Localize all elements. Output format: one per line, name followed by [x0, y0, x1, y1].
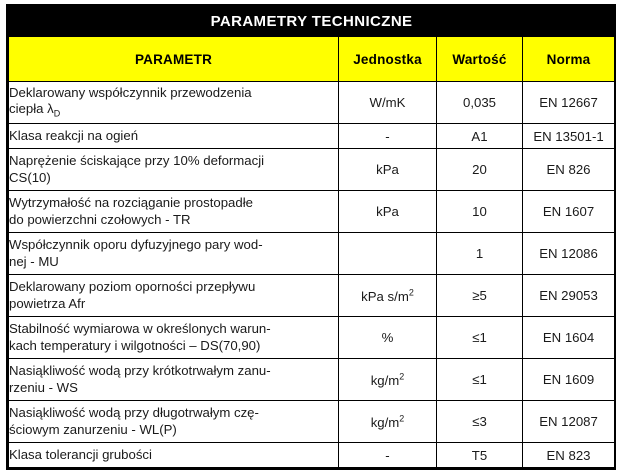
table-row: [9, 191, 615, 233]
cell-parameter: [9, 359, 339, 401]
table-header: [9, 7, 615, 82]
unit-base: kPa s/m: [361, 288, 409, 304]
parameter-text-line: nej - MU: [9, 253, 59, 269]
cell-norm: EN 13501-1: [523, 124, 615, 149]
table-row: [9, 359, 615, 401]
table-row: [9, 233, 615, 275]
table-row: [9, 124, 615, 149]
cell-unit: -: [339, 443, 437, 468]
parameter-text-line: kach temperatury i wilgotności – DS(70,90): [9, 337, 261, 353]
parameter-text-line: Stabilność wymiarowa w określonych warun-: [9, 320, 271, 336]
column-header-norm: Norma: [523, 37, 615, 82]
table-row: [9, 317, 615, 359]
lambda-subscript: D: [53, 108, 61, 119]
cell-unit: [339, 275, 437, 317]
column-header-parameter: PARAMETR: [9, 37, 339, 82]
cell-parameter: [9, 149, 339, 191]
parameter-text-line: Deklarowany współczynnik przewodzenia: [9, 84, 252, 100]
cell-value: ≥5: [437, 275, 523, 317]
cell-unit: %: [339, 317, 437, 359]
parameter-text-line: Nasiąkliwość wodą przy krótkotrwałym zanu-: [9, 362, 271, 378]
cell-norm: EN 823: [523, 443, 615, 468]
table-row: [9, 275, 615, 317]
cell-norm: EN 12086: [523, 233, 615, 275]
parameter-text-line: Wytrzymałość na rozciąganie prostopadłe: [9, 194, 253, 210]
cell-parameter: [9, 124, 339, 149]
unit-text: [361, 289, 414, 304]
table-column-header-row: [9, 37, 615, 82]
parameter-text-line: Nasiąkliwość wodą przy długotrwałym czę-: [9, 404, 259, 420]
table-title: PARAMETRY TECHNICZNE: [9, 7, 615, 37]
parameter-text-line: ściowym zanurzeniu - WL(P): [9, 421, 177, 437]
cell-unit: [339, 401, 437, 443]
cell-value: 0,035: [437, 82, 523, 124]
cell-unit: [339, 233, 437, 275]
cell-value: 10: [437, 191, 523, 233]
cell-parameter: [9, 317, 339, 359]
technical-parameters-table: [8, 6, 615, 468]
cell-value: ≤1: [437, 317, 523, 359]
unit-base: kg/m: [370, 372, 400, 388]
cell-parameter: [9, 275, 339, 317]
table-title-row: [9, 7, 615, 37]
cell-norm: EN 12087: [523, 401, 615, 443]
parameter-text-line: ciepła $\lambda_D$: [9, 101, 61, 119]
table-row: [9, 82, 615, 124]
cell-parameter: [9, 233, 339, 275]
cell-unit: kPa: [339, 191, 437, 233]
cell-parameter: [9, 443, 339, 468]
cell-value: ≤1: [437, 359, 523, 401]
parameter-text-line: rzeniu - WS: [9, 379, 78, 395]
unit-base: kg/m: [370, 414, 400, 430]
parameter-text-line: do powierzchni czołowych - TR: [9, 211, 191, 227]
parameter-text-line: Naprężenie ściskające przy 10% deformacji: [9, 152, 265, 168]
parameter-text-line: Klasa tolerancji grubości: [9, 446, 152, 462]
column-header-value: Wartość: [437, 37, 523, 82]
cell-unit: kPa: [339, 149, 437, 191]
cell-norm: EN 1609: [523, 359, 615, 401]
unit-exponent: 2: [399, 413, 405, 424]
cell-unit: -: [339, 124, 437, 149]
table-row: [9, 149, 615, 191]
technical-parameters-table-container: [6, 4, 616, 470]
unit-exponent: 2: [408, 287, 414, 298]
cell-value: ≤3: [437, 401, 523, 443]
table-row: [9, 401, 615, 443]
cell-norm: EN 29053: [523, 275, 615, 317]
unit-text: [371, 415, 405, 430]
parameter-text-line: CS(10): [9, 169, 51, 185]
parameter-text-line: powietrza Afr: [9, 295, 86, 311]
cell-value: T5: [437, 443, 523, 468]
table-body: [9, 82, 615, 468]
cell-norm: EN 826: [523, 149, 615, 191]
column-header-unit: Jednostka: [339, 37, 437, 82]
cell-value: 20: [437, 149, 523, 191]
cell-unit: W/mK: [339, 82, 437, 124]
cell-norm: EN 1607: [523, 191, 615, 233]
cell-unit: [339, 359, 437, 401]
unit-exponent: 2: [399, 371, 405, 382]
cell-parameter: [9, 82, 339, 124]
table-row: [9, 443, 615, 468]
parameter-text-line: Współczynnik oporu dyfuzyjnego pary wod-: [9, 236, 263, 252]
cell-value: A1: [437, 124, 523, 149]
cell-parameter: [9, 401, 339, 443]
cell-parameter: [9, 191, 339, 233]
parameter-text-line: Klasa reakcji na ogień: [9, 127, 139, 143]
cell-value: 1: [437, 233, 523, 275]
parameter-text-line: Deklarowany poziom oporności przepływu: [9, 278, 256, 294]
cell-norm: EN 12667: [523, 82, 615, 124]
cell-norm: EN 1604: [523, 317, 615, 359]
unit-text: [371, 373, 405, 388]
